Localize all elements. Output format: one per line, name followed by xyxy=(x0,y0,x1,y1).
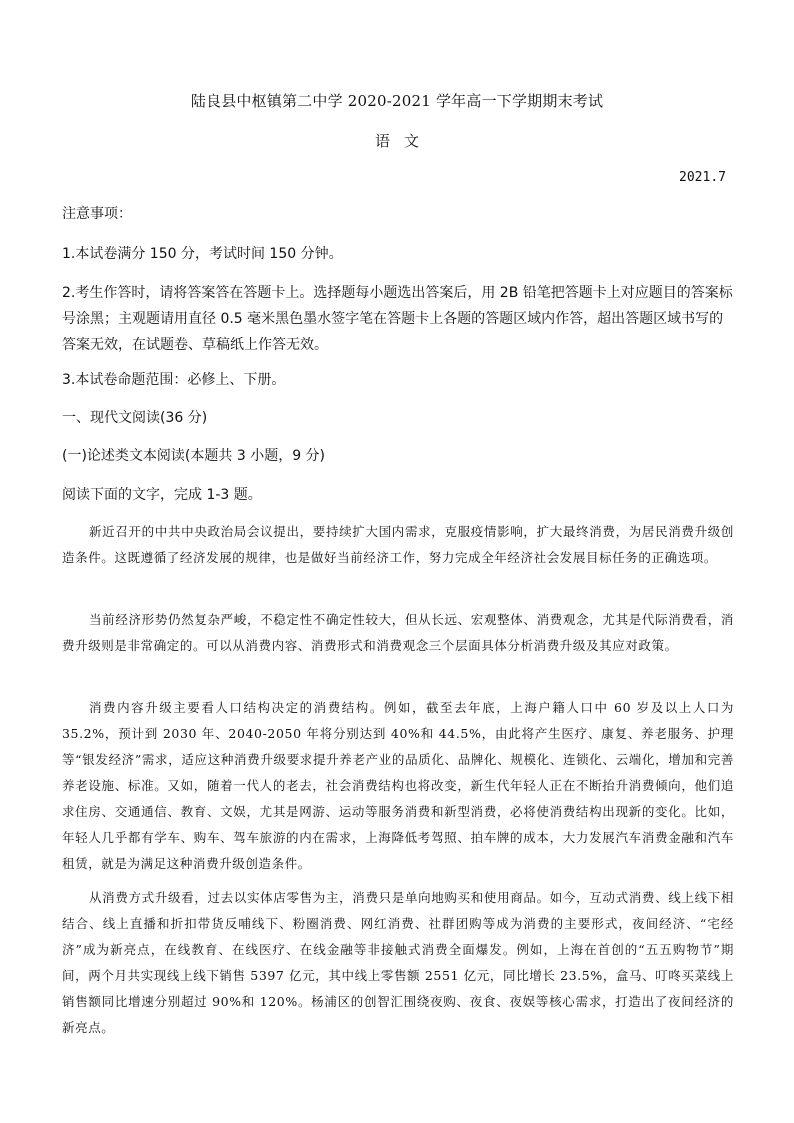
section-subheading: (一)论述类文本阅读(本题共 3 小题，9 分) xyxy=(62,448,326,464)
note-item-1: 1.本试卷满分 150 分，考试时间 150 分钟。 xyxy=(62,246,343,262)
exam-date: 2021.7 xyxy=(679,170,726,185)
passage-paragraph-2: 当前经济形势仍然复杂严峻，不稳定性不确定性较大，但从长远、宏观整体、消费观念，尤其是代际消费看，消费升级则是非常确定的。可以从消费内容、消费形式和消费观念三个层面具体分析消费升级及其应对政策。 xyxy=(62,612,734,653)
note-item-3: 3.本试卷命题范围：必修上、下册。 xyxy=(62,372,286,388)
subject-title: 语文 xyxy=(374,132,433,150)
section-heading: 一、现代文阅读(36 分) xyxy=(62,410,208,426)
passage-paragraph-4: 从消费方式升级看，过去以实体店零售为主，消费只是单向地购买和使用商品。如今，互动式消费、线上线下相结合、线上直播和折扣带货反哺线下、粉圈消费、网红消费、社群团购等成为消费的主要形式，夜间经济、“宅经济”成为新亮点，在线教育、在线医疗、在线金融等非接触式消费全面爆发。例如，上海在首创的“五五购物节”期间，两个月共实现线上线下销售 5397 亿元，其中线上零售额 2551 亿元，同比增长 23.5%，盒马、叮咚买菜线上销售额同比增速分别超过 90%和 120%。杨浦区的创智汇围绕夜购、夜食、夜娱等核心需求，打造出了夜间经济的新亮点。 xyxy=(62,890,734,1035)
passage-paragraph-1: 新近召开的中共中央政治局会议提出，要持续扩大国内需求，克服疫情影响，扩大最终消费，为居民消费升级创造条件。这既遵循了经济发展的规律，也是做好当前经济工作，努力完成全年经济社会发展目标任务的正确选项。 xyxy=(62,524,734,565)
note-item-2: 2.考生作答时，请将答案答在答题卡上。选择题每小题选出答案后，用 2B 铅笔把答题卡上对应题目的答案标号涂黑；主观题请用直径 0.5 毫米黑色墨水签字笔在答题卡上各题的答题区域内作答，超出答题区域书写的答案无效，在试题卷、草稿纸上作答无效。 xyxy=(62,285,733,353)
section-instruction: 阅读下面的文字，完成 1-3 题。 xyxy=(62,487,262,503)
exam-title: 陆良县中枢镇第二中学 2020-2021 学年高一下学期期末考试 xyxy=(190,92,604,110)
notes-heading: 注意事项： xyxy=(62,206,132,222)
passage-paragraph-3: 消费内容升级主要看人口结构决定的消费结构。例如，截至去年底，上海户籍人口中 60 岁及以上人口为 35.2%，预计到 2030 年、2040-2050 年将分别达到 40%和 44.5%，由此将产生医疗、康复、养老服务、护理等“银发经济”需求，适应这种消费升级要求提升养老产业的品质化、品牌化、规模化、连锁化、云端化，增加和完善养老设施、标准。又如，随着一代人的老去，社会消费结构也将改变，新生代年轻人正在不断抬升消费倾向，他们追求住房、交通通信、教育、文娱，尤其是网游、运动等服务消费和新型消费，必将使消费结构出现新的变化。比如，年轻人几乎都有学车、购车、驾车旅游的内在需求，上海降低考驾照、拍车牌的成本，大力发展汽车消费金融和汽车租赁，就是为满足这种消费升级创造条件。 xyxy=(62,700,734,871)
